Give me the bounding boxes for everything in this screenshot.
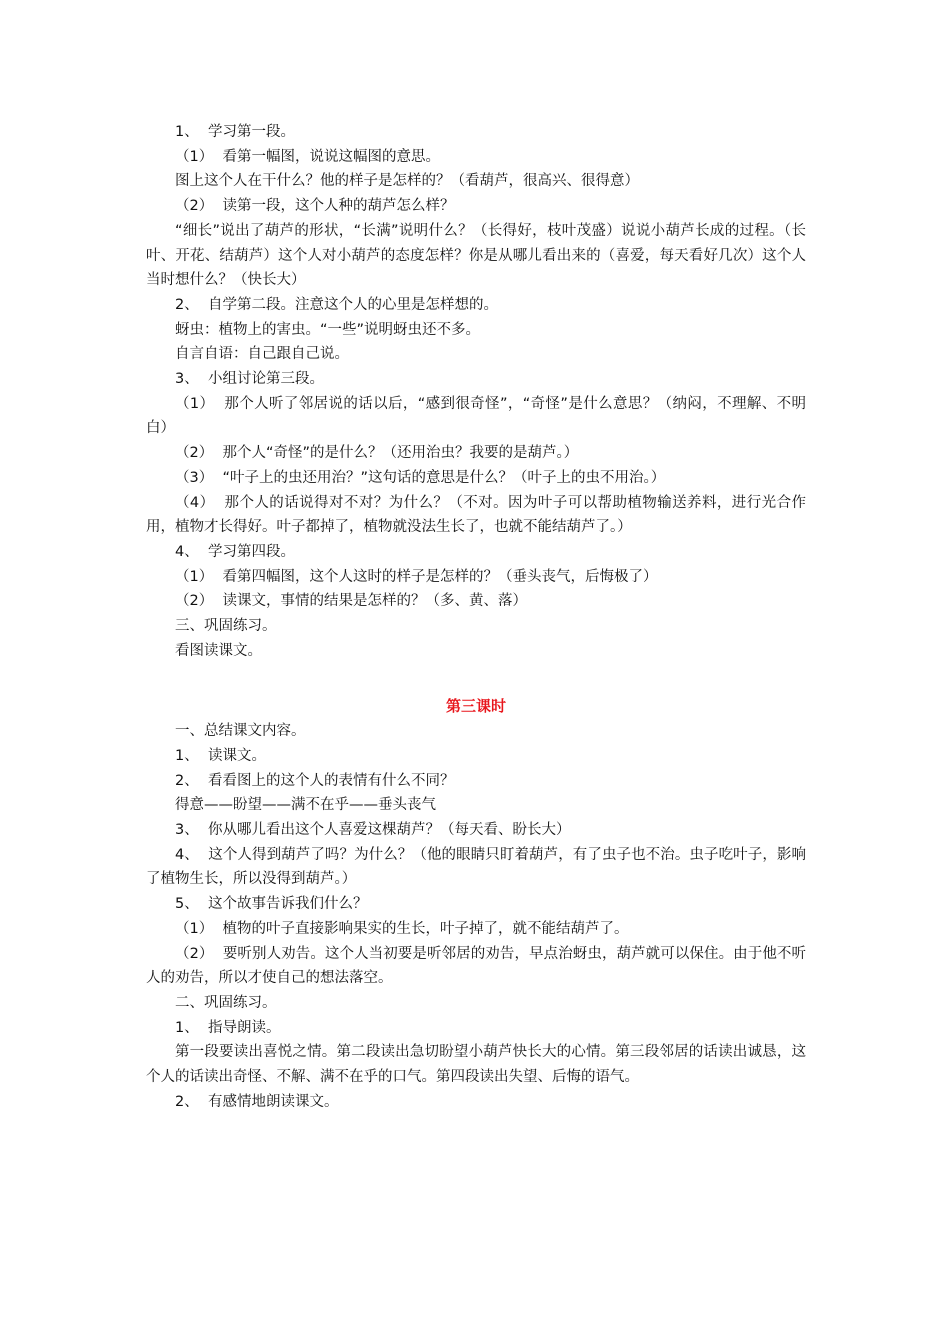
paragraph: “细长”说出了葫芦的形状，“长满”说明什么？（长得好，枝叶茂盛）说说小葫芦长成的过程。（长叶、开花、结葫芦）这个人对小葫芦的态度怎样？你是从哪儿看出来的（喜爱，每天看好几次）这个人当时想什么？（快长大） (146, 222, 806, 289)
paragraph: 三、巩固练习。 (175, 618, 277, 635)
document-body (146, 120, 806, 1114)
paragraph: 看图读课文。 (175, 642, 262, 659)
paragraph: 2、 看看图上的这个人的表情有什么不同？ (175, 772, 455, 789)
paragraph: 3、 小组讨论第三段。 (175, 371, 324, 388)
paragraph: 1、 指导朗读。 (175, 1019, 281, 1036)
paragraph: （3） “叶子上的虫还用治？”这句话的意思是什么？（叶子上的虫不用治。） (175, 469, 666, 486)
paragraph: （2） 那个人“奇怪”的是什么？（还用治虫？我要的是葫芦。） (175, 445, 579, 462)
paragraph: 5、 这个故事告诉我们什么？ (175, 896, 368, 913)
paragraph: （1） 植物的叶子直接影响果实的生长，叶子掉了，就不能结葫芦了。 (175, 920, 629, 937)
paragraph: 蚜虫：植物上的害虫。“一些”说明蚜虫还不多。 (175, 321, 481, 338)
paragraph: （2） 读课文，事情的结果是怎样的？（多、黄、落） (175, 593, 527, 610)
paragraph: 1、 学习第一段。 (175, 124, 295, 140)
paragraph: （1） 看第一幅图，说说这幅图的意思。 (175, 148, 440, 165)
paragraph: 第一段要读出喜悦之情。第二段读出急切盼望小葫芦快长大的心情。第三段邻居的话读出诚恳，这个人的话读出奇怪、不解、满不在乎的口气。第四段读出失望、后悔的语气。 (146, 1044, 806, 1086)
paragraph: 2、 有感情地朗读课文。 (175, 1093, 339, 1110)
paragraph: （4） 那个人的话说得对不对？为什么？（不对。因为叶子可以帮助植物输送养料，进行光合作用，植物才长得好。叶子都掉了，植物就没法生长了，也就不能结葫芦了。） (146, 494, 806, 536)
paragraph: （2） 要听别人劝告。这个人当初要是听邻居的劝告，早点治蚜虫，葫芦就可以保住。由于他不听人的劝告，所以才使自己的想法落空。 (146, 945, 806, 987)
paragraph: 一、总结课文内容。 (175, 723, 306, 740)
paragraph: 自言自语：自己跟自己说。 (175, 346, 349, 363)
section-third-lesson (146, 719, 806, 1114)
paragraph: 2、 自学第二段。注意这个人的心里是怎样想的。 (175, 296, 498, 313)
paragraph: 4、 这个人得到葫芦了吗？为什么？（他的眼睛只盯着葫芦，有了虫子也不治。虫子吃叶子，影响了植物生长，所以没得到葫芦。） (146, 846, 806, 888)
lesson-title: 第三课时 (445, 697, 506, 716)
paragraph: （1） 那个人听了邻居说的话以后，“感到很奇怪”，“奇怪”是什么意思？（纳闷，不理解、不明白） (146, 395, 806, 437)
paragraph: 4、 学习第四段。 (175, 543, 295, 560)
paragraph: 1、 读课文。 (175, 747, 266, 764)
paragraph: 二、巩固练习。 (175, 994, 277, 1011)
paragraph: 图上这个人在干什么？他的样子是怎样的？（看葫芦，很高兴、很得意） (175, 173, 639, 190)
paragraph: （2） 读第一段，这个人种的葫芦怎么样？ (175, 198, 455, 215)
paragraph: 得意——盼望——满不在乎——垂头丧气 (175, 797, 436, 814)
paragraph: 3、 你从哪儿看出这个人喜爱这棵葫芦？（每天看、盼长大） (175, 821, 571, 838)
paragraph: （1） 看第四幅图，这个人这时的样子是怎样的？（垂头丧气，后悔极了） (175, 568, 658, 585)
section-second-lesson-steps (146, 120, 806, 663)
